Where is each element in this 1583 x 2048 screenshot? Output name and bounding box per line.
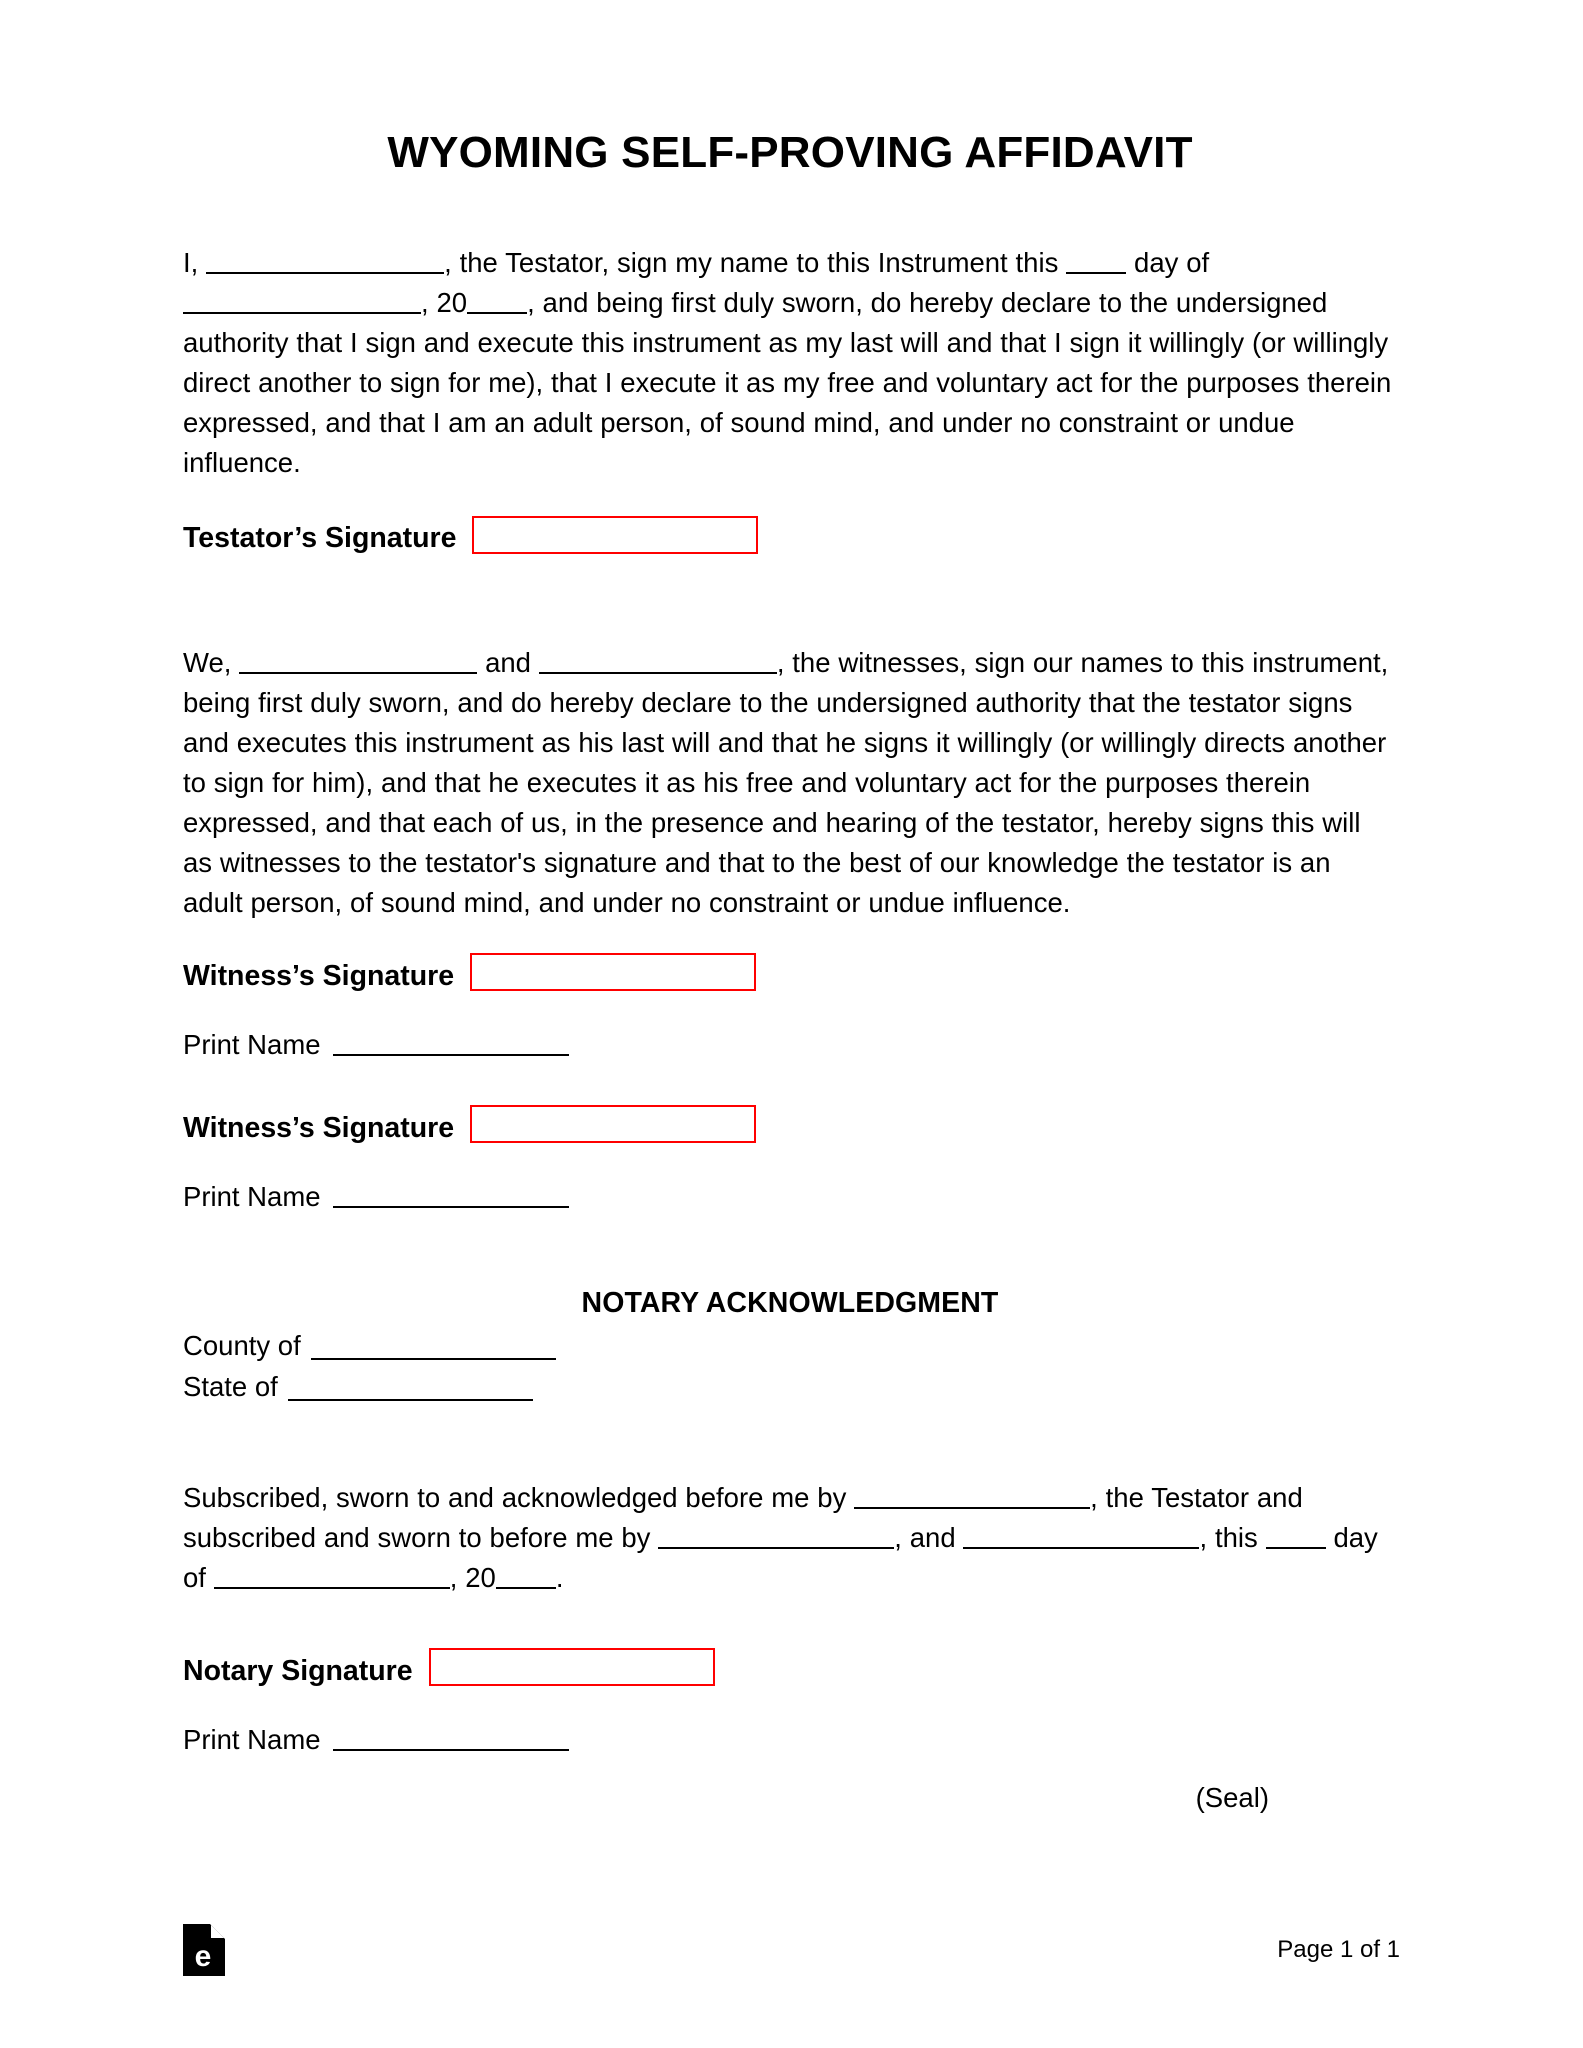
testator-text-4: , 20 — [421, 287, 468, 319]
county-label: County of — [183, 1330, 301, 1362]
state-label: State of — [183, 1371, 278, 1403]
testator-month-blank[interactable] — [183, 284, 421, 314]
witness-two-signature-field[interactable] — [470, 1105, 756, 1143]
subscribed-text-3: , and — [894, 1521, 964, 1553]
witness-two-print-name-blank[interactable] — [333, 1206, 569, 1208]
testator-text-3: day of — [1126, 247, 1210, 279]
page-footer — [183, 1924, 1400, 1976]
testator-name-blank[interactable] — [206, 244, 444, 274]
witness-text-3: , the witnesses, sign our names to this instrument, being first duly sworn, and do hereby declare to the undersigned authority that the testator signs and executes this instrument as his last will and that he signs it willingly (or willingly directs another to sign for him), and that he executes it as his free and voluntary act for the purposes therein expressed, and that each of us, in the presence and hearing of the testator, hereby signs this will as witnesses to the testator's signature and that to the best of our knowledge the testator is an adult person, of sound mind, and under no constraint or undue influence. — [183, 646, 1389, 918]
subscribed-paragraph — [183, 1478, 1397, 1598]
witness-text-1: We, — [183, 646, 240, 678]
notary-signature-field[interactable] — [429, 1648, 715, 1686]
subscribed-text-6: , 20 — [449, 1561, 496, 1593]
subscribed-month-blank[interactable] — [214, 1559, 450, 1589]
svg-text:e: e — [194, 1940, 212, 1973]
subscribed-text-1: Subscribed, sworn to and acknowledged before me by — [183, 1481, 855, 1513]
testator-text-1: I, — [183, 247, 207, 279]
state-blank[interactable] — [288, 1399, 533, 1401]
state-row — [183, 1369, 1397, 1406]
witness-one-name-blank[interactable] — [239, 644, 477, 674]
notary-print-name-row — [183, 1723, 1397, 1756]
witness-one-signature-row — [183, 961, 1397, 992]
witness-declaration-paragraph — [183, 555, 1397, 923]
witness-one-signature-label: Witness’s Signature — [183, 959, 455, 992]
witness-one-signature-field[interactable] — [470, 953, 756, 991]
witness-one-print-name-label: Print Name — [183, 1028, 321, 1060]
testator-day-blank[interactable] — [1066, 244, 1126, 274]
county-row — [183, 1328, 1397, 1365]
subscribed-text-4: , this — [1199, 1521, 1266, 1553]
witness-two-print-name-label: Print Name — [183, 1181, 321, 1213]
page-number: Page 1 of 1 — [1277, 1936, 1400, 1963]
subscribed-witness-one-blank[interactable] — [658, 1519, 894, 1549]
subscribed-day-blank[interactable] — [1266, 1519, 1326, 1549]
testator-text-2: , the Testator, sign my name to this Instrument this — [444, 247, 1067, 279]
witness-text-2: and — [477, 646, 539, 678]
testator-signature-label: Testator’s Signature — [183, 522, 457, 555]
subscribed-text-2: , the Testator and subscribed and sworn to before me by — [183, 1481, 1303, 1553]
seal-area — [183, 1782, 1397, 1814]
witness-two-signature-row — [183, 1113, 1397, 1144]
testator-signature-field[interactable] — [472, 516, 758, 554]
eforms-logo — [183, 1924, 225, 1976]
spacer — [183, 483, 1397, 501]
notary-print-name-blank[interactable] — [333, 1749, 569, 1751]
subscribed-year-blank[interactable] — [496, 1559, 556, 1589]
witness-two-print-name-row — [183, 1180, 1397, 1213]
subscribed-testator-blank[interactable] — [854, 1479, 1090, 1509]
testator-declaration-paragraph — [183, 177, 1397, 483]
witness-one-print-name-blank[interactable] — [333, 1054, 569, 1056]
testator-year-blank[interactable] — [467, 284, 527, 314]
seal-label: (Seal) — [1195, 1782, 1269, 1814]
page-title: WYOMING SELF-PROVING AFFIDAVIT — [387, 128, 1193, 177]
notary-acknowledgment-heading: NOTARY ACKNOWLEDGMENT — [581, 1287, 999, 1320]
subscribed-witness-two-blank[interactable] — [963, 1519, 1199, 1549]
notary-signature-row — [183, 1656, 1397, 1687]
subscribed-text-7: . — [555, 1561, 564, 1593]
notary-print-name-label: Print Name — [183, 1724, 321, 1756]
notary-signature-label: Notary Signature — [183, 1654, 413, 1687]
testator-text-5: , and being first duly sworn, do hereby declare to the undersigned authority that I sign and execute this instrument as my last will and that I sign it willingly (or willingly direct another to sign for me), that I execute it as my free and voluntary act for the purposes therein expressed, and that I am an adult person, of sound mind, and under no constraint or undue influence. — [183, 287, 1392, 479]
subscribed-text-5: day of — [183, 1521, 1378, 1593]
county-blank[interactable] — [311, 1358, 556, 1360]
witness-one-print-name-row — [183, 1028, 1397, 1061]
testator-signature-row — [183, 523, 1397, 554]
witness-two-signature-label: Witness’s Signature — [183, 1111, 455, 1144]
document-body — [183, 0, 1397, 1814]
witness-two-name-blank[interactable] — [539, 644, 777, 674]
